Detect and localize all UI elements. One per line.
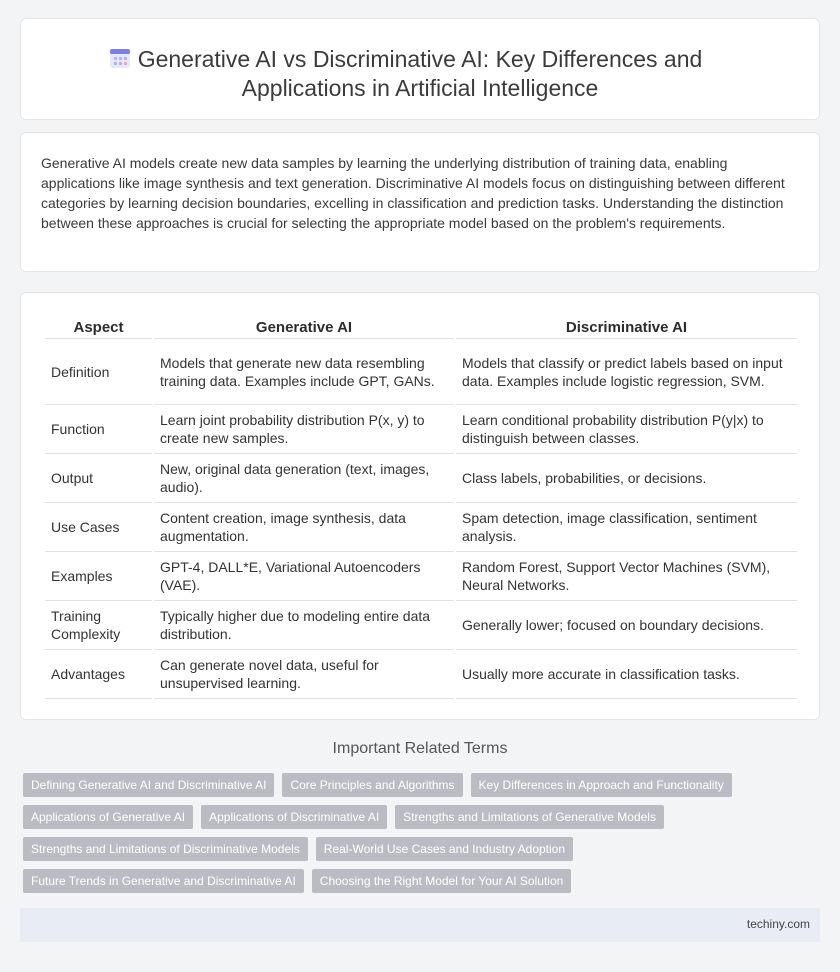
page-title: Generative AI vs Discriminative AI: Key Differences and Applications in Artificial Intelligence [137,46,703,101]
title-card [20,18,820,120]
intro-card [20,132,820,272]
comparison-table [43,313,799,699]
cell-discriminative: Spam detection, image classification, sentiment analysis. [456,503,797,552]
table-row [45,503,797,552]
cell-discriminative: Generally lower; focused on boundary decisions. [456,601,797,650]
related-tag[interactable]: Real-World Use Cases and Industry Adoption [316,837,573,861]
related-tag[interactable]: Future Trends in Generative and Discriminative AI [23,869,304,893]
cell-discriminative: Usually more accurate in classification tasks. [456,650,797,699]
table-row [45,339,797,405]
cell-aspect: Definition [45,339,152,405]
cell-generative: Can generate novel data, useful for unsupervised learning. [154,650,454,699]
cell-generative: Content creation, image synthesis, data augmentation. [154,503,454,552]
table-row [45,405,797,454]
cell-aspect: Use Cases [45,503,152,552]
related-tag[interactable]: Key Differences in Approach and Functionality [471,773,732,797]
related-tag[interactable]: Strengths and Limitations of Discriminative Models [23,837,308,861]
cell-discriminative: Random Forest, Support Vector Machines (SVM), Neural Networks. [456,552,797,601]
related-tag[interactable]: Applications of Discriminative AI [201,805,387,829]
cell-aspect: Output [45,454,152,503]
cell-generative: New, original data generation (text, images, audio). [154,454,454,503]
related-tag[interactable]: Choosing the Right Model for Your AI Solution [312,869,572,893]
header-generative: Generative AI [154,313,454,339]
table-row [45,601,797,650]
related-tag[interactable]: Applications of Generative AI [23,805,193,829]
cell-generative: Models that generate new data resembling training data. Examples include GPT, GANs. [154,339,454,405]
cell-generative: Learn joint probability distribution P(x, y) to create new samples. [154,405,454,454]
cell-aspect: Function [45,405,152,454]
table-row [45,650,797,699]
related-tag[interactable]: Core Principles and Algorithms [282,773,462,797]
table-row [45,552,797,601]
cell-discriminative: Class labels, probabilities, or decisions. [456,454,797,503]
cell-discriminative: Models that classify or predict labels based on input data. Examples include logistic regression, SVM. [456,339,797,405]
table-row [45,454,797,503]
cell-aspect: Examples [45,552,152,601]
cell-aspect: Advantages [45,650,152,699]
related-tag[interactable]: Strengths and Limitations of Generative Models [395,805,664,829]
footer-site-link[interactable]: techiny.com [746,917,810,931]
related-terms-tags [23,773,823,901]
comparison-table-card [20,292,820,720]
cell-aspect: Training Complexity [45,601,152,650]
header-aspect: Aspect [45,313,152,339]
related-terms-title: Important Related Terms [332,740,508,757]
cell-discriminative: Learn conditional probability distribution P(y|x) to distinguish between classes. [456,405,797,454]
related-tag[interactable]: Defining Generative AI and Discriminative AI [23,773,274,797]
cell-generative: GPT-4, DALL*E, Variational Autoencoders (VAE). [154,552,454,601]
header-discriminative: Discriminative AI [456,313,797,339]
cell-generative: Typically higher due to modeling entire data distribution. [154,601,454,650]
footer [20,908,820,942]
intro-paragraph: Generative AI models create new data samples by learning the underlying distribution of training data, enabling applications like image synthesis and text generation. Discriminative AI models focus on distinguishing between different categories by learning decision boundaries, excelling in classification and prediction tasks. Understanding the distinction between these approaches is crucial for selecting the appropriate model based on the problem's requirements. [41,155,785,231]
